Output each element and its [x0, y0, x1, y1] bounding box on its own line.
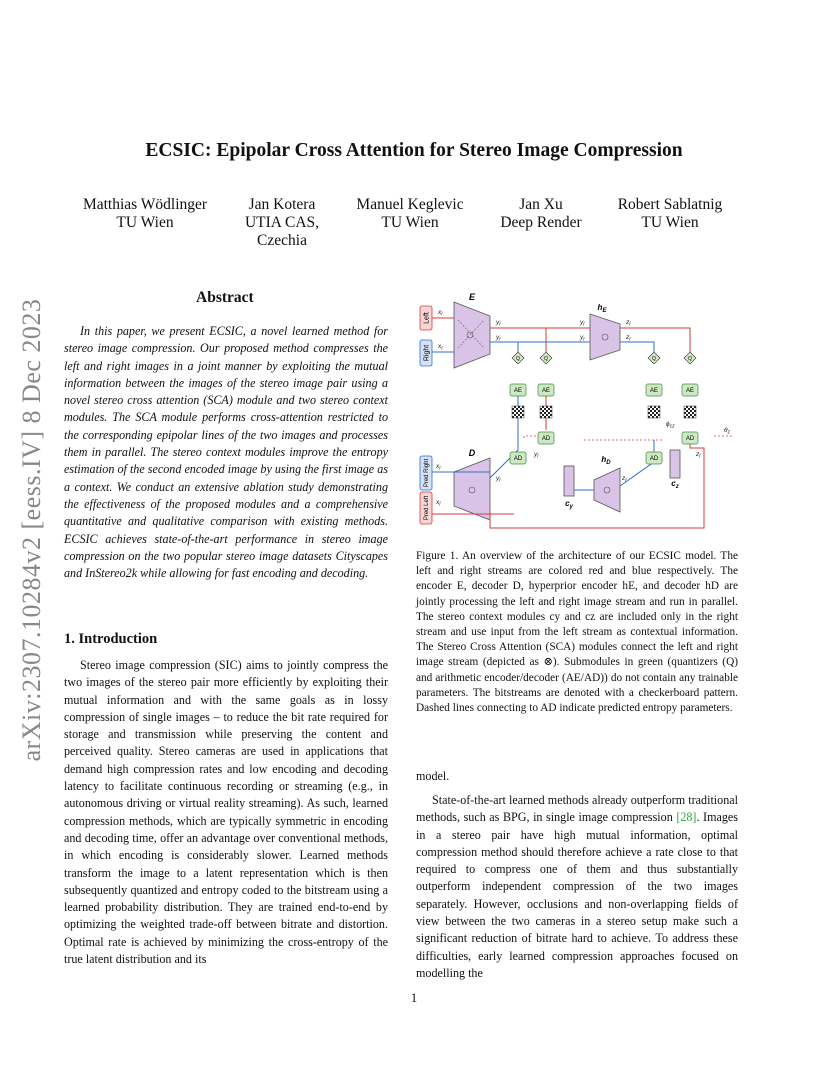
phi-label: $\phi_{cz}$: [666, 421, 675, 430]
encoder-module: [454, 292, 490, 368]
xl-hat-label: $x_l$: [436, 499, 441, 508]
quantizer: [540, 352, 552, 364]
zl-label: $z_l$: [626, 319, 631, 328]
bitstream: [648, 406, 660, 418]
predicted-right-output: [420, 456, 432, 490]
author-block: [344, 196, 476, 232]
author-name: Matthias Wödlinger: [82, 196, 208, 213]
xr-hat-label: $x_r$: [436, 463, 441, 472]
arithmetic-decoder: [646, 452, 662, 464]
svg-text:AE: AE: [649, 388, 659, 394]
author-name: Jan Kotera: [248, 196, 316, 213]
page-number: 1: [410, 990, 418, 1005]
architecture-diagram: [414, 290, 740, 535]
right-image-input: [420, 340, 432, 366]
bitstream: [684, 406, 696, 418]
abstract-heading: Abstract: [196, 289, 254, 306]
svg-text:AD: AD: [513, 456, 523, 462]
svg-text:cz: $c_z$: [671, 479, 679, 490]
arithmetic-decoder: [682, 432, 698, 444]
yl-label: $y_l$: [496, 319, 501, 328]
bitstreams: [512, 406, 696, 418]
svg-text:Pred Left: Pred Left: [424, 495, 430, 521]
svg-text:Left: Left: [423, 312, 431, 324]
hyperprior-encoder-module: [590, 303, 620, 360]
yr-label: $y_r$: [496, 334, 501, 343]
quantizer: [648, 352, 660, 364]
yr-label-hyper: $y_r$: [580, 334, 585, 343]
svg-text:Q: Q: [516, 356, 520, 362]
bitstream: [540, 406, 552, 418]
author-affiliation: TU Wien: [116, 214, 174, 231]
quantizer: [684, 352, 696, 364]
author-block: [606, 196, 734, 232]
yr-hat-label: $y_r$: [496, 475, 501, 484]
paragraph-continuation: model.: [416, 769, 450, 783]
svg-text:D: D: [468, 448, 476, 458]
theta-label: $\theta_z$: [724, 427, 731, 436]
author-affiliation: UTIA CAS,: [244, 214, 320, 231]
svg-text:AE: AE: [541, 388, 551, 394]
stereo-context-module-cz: [670, 450, 680, 490]
author-name: Jan Xu: [519, 196, 563, 213]
arithmetic-encoders: [510, 384, 698, 396]
xr-label: $x_r$: [438, 343, 443, 352]
author-affiliation: Deep Render: [500, 214, 582, 231]
author-name: Robert Sablatnig: [617, 196, 723, 213]
author-affiliation-line2: Czechia: [257, 232, 307, 249]
svg-text:AD: AD: [685, 436, 695, 442]
entropy-parameter-lines: [524, 436, 732, 440]
arxiv-sidebar: [10, 290, 54, 770]
figure-caption: Figure 1. An overview of the architecture of our ECSIC model. The left and right streams are colored red and blue respectively. The encoder E, decoder D, hyperprior encoder hE, and decoder hD are jointly processing the left and right image stream and run in parallel. The stereo context modules cy and cz are included only in the right stream and use input from the left stream as contextual information. The Stereo Cross Attention (SCA) modules connect the left and right image stream (depicted as ⊗). Submodules in green (quantizers (Q) and arithmetic encoder/decoder (AE/AD)) do not contain any trainable parameters. The bitstreams are denoted with a checkerboard pattern. Dashed lines connecting to AD indicate predicted entropy parameters.: [416, 550, 738, 715]
paragraph-text: . Images in a stereo pair have high mutual information, optimal compression method should therefore achieve a rate close to that required to compress one of them and thus substantially outperform independent compression of the two images separately. However, occlusions and non-overlapping fields of view between the two cameras in a stereo setup make such a significant reduction of bitrate hard to achieve. To address these difficulties, early learned compression approaches focused on modelling the: [416, 810, 738, 980]
yl-hat-label: $y_l$: [534, 451, 539, 460]
predicted-left-output: [420, 492, 432, 524]
author-affiliation: TU Wien: [641, 214, 699, 231]
svg-text:cy: $c_y$: [565, 499, 573, 510]
zr-hat-label: $z_r$: [622, 475, 627, 484]
arithmetic-encoder: [510, 384, 526, 396]
arithmetic-encoder: [646, 384, 662, 396]
bitstream: [512, 406, 524, 418]
arithmetic-encoder: [682, 384, 698, 396]
svg-text:Q: Q: [544, 356, 548, 362]
paper-title: ECSIC: Epipolar Cross Attention for Stereo Image Compression: [145, 140, 683, 161]
xl-label: $x_l$: [438, 309, 443, 318]
decoder-module: [454, 448, 490, 520]
arithmetic-decoder: [538, 432, 554, 444]
arithmetic-encoder: [538, 384, 554, 396]
svg-text:Q: Q: [652, 356, 656, 362]
arxiv-identifier: arXiv:2307.10284v2 [eess.IV] 8 Dec 2023: [17, 298, 46, 762]
svg-text:Q: Q: [688, 356, 692, 362]
author-affiliation: TU Wien: [381, 214, 439, 231]
svg-text:Right: Right: [423, 344, 431, 362]
quantizer: [512, 352, 524, 364]
abstract-text: In this paper, we present ECSIC, a novel learned method for stereo image compression. Our proposed method compresses the left and right images in a joint manner by exploiting the mutual information between the images of the stereo image pair using a novel stereo cross attention (SCA) module and two stereo context modules. The SCA module performs cross-attention restricted to the corresponding epipolar lines of the two images and processes them in parallel. The stereo context modules improve the entropy estimation of the second encoded image by using the first image as a context. We conduct an extensive ablation study demonstrating the effectiveness of the proposed modules and a comprehensive quantitative and qualitative comparison with existing methods. ECSIC achieves state-of-the-art performance in stereo image compression on the two popular stereo image datasets Cityscapes and InStereo2k while allowing for fast encoding and decoding.: [64, 324, 388, 581]
svg-text:AE: AE: [685, 388, 695, 394]
author-name: Manuel Keglevic: [356, 196, 464, 213]
svg-text:Pred Right: Pred Right: [424, 458, 430, 488]
svg-text:E: E: [468, 292, 476, 302]
section-heading-introduction: 1. Introduction: [64, 631, 158, 647]
paragraph: [416, 792, 738, 982]
zl-hat-label: $z_l$: [696, 451, 701, 460]
svg-text:AD: AD: [649, 456, 659, 462]
stereo-context-module-cy: [564, 466, 574, 510]
svg-text:hD: $h_D$: [601, 455, 611, 466]
yl-label-hyper: $y_l$: [580, 319, 585, 328]
author-block: [70, 196, 220, 232]
svg-text:AD: AD: [541, 436, 551, 442]
author-block: [486, 196, 596, 232]
citation-link[interactable]: [28]: [676, 810, 697, 825]
svg-text:AE: AE: [513, 388, 523, 394]
introduction-text: Stereo image compression (SIC) aims to jointly compress the two images of the stereo pair more efficiently by exploiting their mutual information and with the same goals as in lossy compression of single images – to reduce the bit rate required for storage and transmission while preserving the content and perceived quality. Stereo cameras are used in applications that demand high compression rates and low encoding and decoding latency to facilitate continuous recording or streaming (e.g., in autonomous driving or virtual reality streaming). As such, learned compression methods, which are typically symmetric in encoding and decoding time, offer an advantage over conventional methods, in which encoding is considerably slower. Learned methods transform the image to a latent representation which is then subsequently quantized and entropy coded to the bitstream using a learned probability distribution. They are trained end-to-end by optimizing the weighted trade-off between bitrate and distortion. Optimal rate is achieved by minimizing the cross-entropy of the true latent distribution and its: [64, 658, 388, 967]
zr-label: $z_r$: [626, 334, 631, 343]
arithmetic-decoder: [510, 452, 526, 464]
left-image-input: [420, 306, 432, 330]
hyperprior-decoder-module: [594, 455, 620, 512]
paragraph-text: State-of-the-art learned methods already outperform traditional methods, such as BPG, in single image compression: [416, 793, 738, 825]
svg-text:hE: $h_E$: [597, 303, 607, 314]
architecture-figure: [414, 290, 740, 535]
author-block: [232, 196, 332, 250]
